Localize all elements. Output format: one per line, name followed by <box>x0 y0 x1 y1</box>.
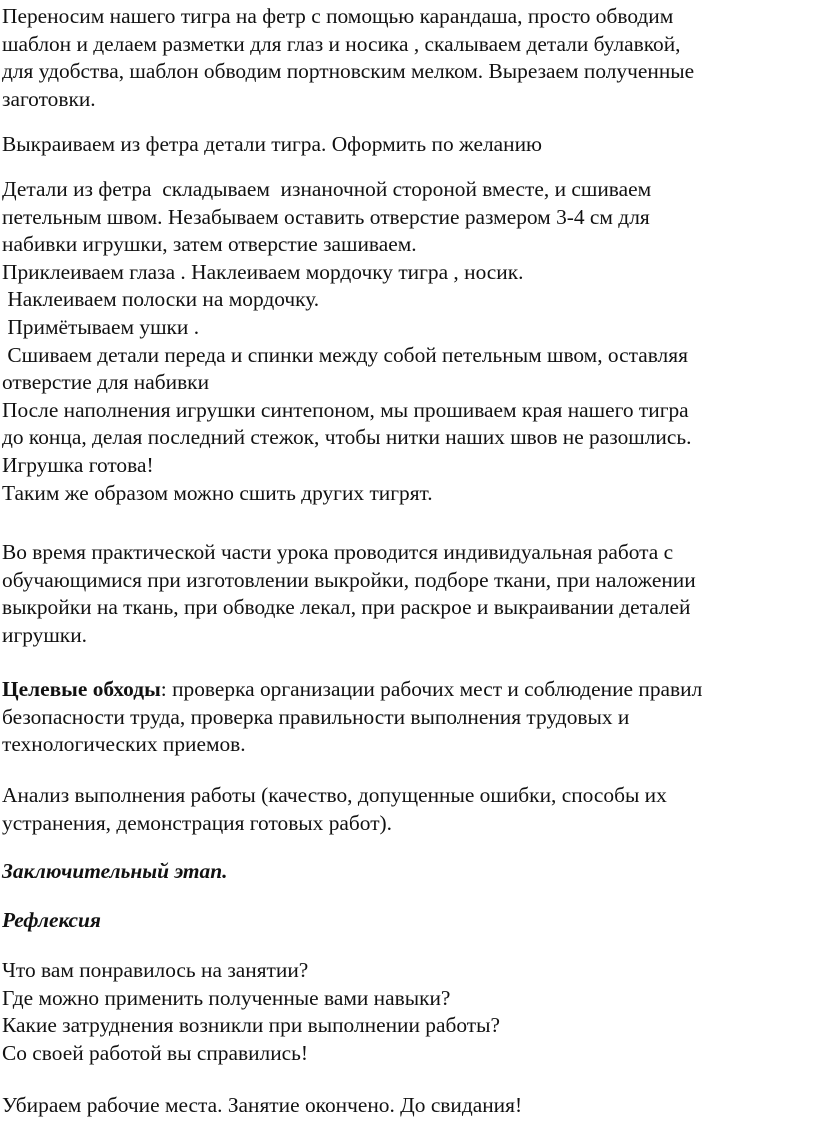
text-line: Убираем рабочие места. Занятие окончено. До свидания! <box>2 1093 523 1117</box>
text-line: Игрушка готова! <box>2 452 154 477</box>
text-line: Переносим нашего тигра на фетр с помощью карандаша, просто обводим <box>2 4 674 28</box>
text-line: выкройки на ткань, при обводке лекал, при раскрое и выкраивании деталей <box>2 595 691 620</box>
text-line: петельным швом. Незабываем оставить отверстие размером 3-4 см для <box>2 204 650 229</box>
heading-reflection <box>2 907 814 935</box>
paragraph-analysis <box>2 782 814 837</box>
text-line: шаблон и делаем разметки для глаз и носика , скалываем детали булавкой, <box>2 31 681 56</box>
text-line: Где можно применить полученные вами навыки? <box>2 985 451 1010</box>
text-line: Какие затруднения возникли при выполнении работы? <box>2 1013 500 1038</box>
bold-lead-term: Целевые обходы <box>2 677 161 701</box>
paragraph-transfer-pattern <box>2 3 814 113</box>
text-line: обучающимися при изготовлении выкройки, подборе ткани, при наложении <box>2 567 696 592</box>
paragraph-closing <box>2 1092 814 1120</box>
text-line: Со своей работой вы справились! <box>2 1040 309 1065</box>
text-line: Сшиваем детали переда и спинки между собой петельным швом, оставляя <box>2 342 688 367</box>
paragraph-sewing-steps <box>2 176 814 507</box>
text-line: Приклеиваем глаза . Наклеиваем мордочку тигра , носик. <box>2 259 524 284</box>
text-line: набивки игрушки, затем отверстие зашиваем. <box>2 232 417 257</box>
text-run: : проверка организации рабочих мест и соблюдение правил <box>160 677 703 701</box>
text-line: заготовки. <box>2 86 96 111</box>
heading-text: Рефлексия <box>2 908 101 932</box>
text-line: Во время практической части урока проводится индивидуальная работа с <box>2 540 674 564</box>
text-line: до конца, делая последний стежок, чтобы нитки наших швов не разошлись. <box>2 425 692 450</box>
heading-final-stage <box>2 858 814 886</box>
text-line: безопасности труда, проверка правильности выполнения трудовых и <box>2 704 630 729</box>
text-line: игрушки. <box>2 622 87 647</box>
text-line: Таким же образом можно сшить других тигрят. <box>2 480 433 505</box>
text-line: Наклеиваем полоски на мордочку. <box>2 287 320 312</box>
text-line: технологических приемов. <box>2 732 246 757</box>
text-line: Что вам понравилось на занятии? <box>2 958 309 982</box>
text-line: Выкраиваем из фетра детали тигра. Оформить по желанию <box>2 132 543 156</box>
text-line: для удобства, шаблон обводим портновским мелком. Вырезаем полученные <box>2 59 695 84</box>
paragraph-reflection-questions <box>2 957 814 1067</box>
text-line: После наполнения игрушки синтепоном, мы прошиваем края нашего тигра <box>2 397 689 422</box>
text-line: устранения, демонстрация готовых работ). <box>2 810 393 835</box>
paragraph-target-rounds <box>2 676 814 759</box>
paragraph-practical-part <box>2 539 814 649</box>
text-line: Примётываем ушки . <box>2 314 200 339</box>
paragraph-cut-felt <box>2 131 814 159</box>
text-line: отверстие для набивки <box>2 370 210 395</box>
heading-text: Заключительный этап. <box>2 859 228 883</box>
text-line: Детали из фетра складываем изнаночной стороной вместе, и сшиваем <box>2 177 652 201</box>
text-line <box>2 676 814 704</box>
text-line: Анализ выполнения работы (качество, допущенные ошибки, способы их <box>2 783 667 807</box>
